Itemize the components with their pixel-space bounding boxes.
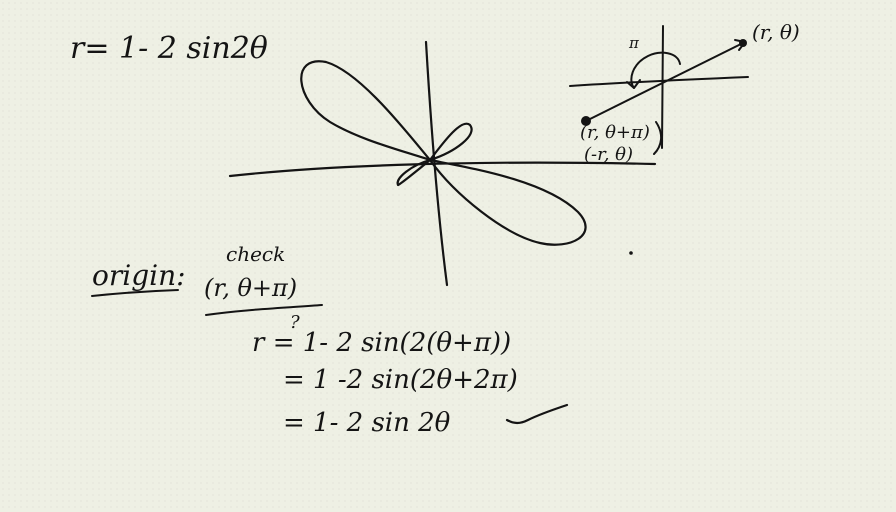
petal-large-upper-left (301, 61, 430, 160)
equation-line-2: = 1 -2 sin(2θ+2π) (283, 365, 518, 395)
inset-pi-label: π (629, 34, 639, 52)
check-point-underline (206, 305, 322, 315)
inset-rotation-arrowhead (627, 80, 640, 88)
equation-line-3: = 1- 2 sin 2θ (283, 408, 451, 438)
equation-line-1: r = 1- 2 sin(2(θ+π)) (252, 328, 512, 358)
check-point: (r, θ+π) (204, 274, 298, 302)
stray-dot (629, 251, 633, 255)
question-mark: ? (290, 312, 300, 333)
inset-opposite-label-1: (r, θ+π) (580, 122, 650, 143)
inset-point-label: (r, θ) (752, 20, 800, 44)
inset-label-bracket (654, 122, 661, 154)
inset-opposite-label-2: (-r, θ) (584, 144, 634, 165)
origin-label: origin: (92, 259, 186, 292)
petal-large-lower-right (430, 160, 586, 245)
inset-y-axis (662, 26, 663, 148)
equation: r= 1- 2 sin2θ (70, 31, 268, 66)
inset-point-r-theta (739, 39, 747, 47)
check-mark (507, 405, 567, 423)
check-word: check (226, 242, 286, 266)
petal-small-upper-right (430, 124, 472, 160)
